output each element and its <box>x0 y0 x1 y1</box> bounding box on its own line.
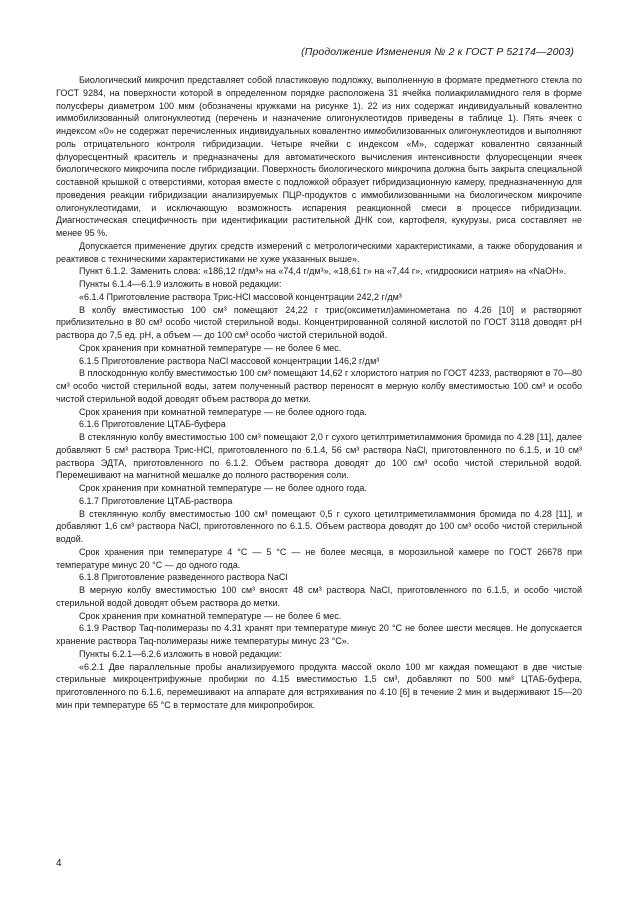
paragraph: «6.2.1 Две параллельные пробы анализируемого продукта массой около 100 мг каждая помещают в две чистые стерильные микроцентрифужные пробирки по 4.15 вместимостью 1,5 см³, добавляют по 500 мм³ ЦТАБ-буфера, приготовленного по 6.1.6, перемешивают на аппарате для встряхивания по 4.10 [6] в течение 2 мин и выдерживают 15—20 мин при температуре 65 °С в термостате для микропробирок. <box>56 661 582 710</box>
paragraph: Пункты 6.2.1—6.2.6 изложить в новой редакции: <box>79 648 282 659</box>
page-header: (Продолжение Изменения № 2 к ГОСТ Р 52174—2003) <box>301 46 574 58</box>
paragraph: В колбу вместимостью 100 см³ помещают 24,22 г трис(оксиметил)аминометана по 4.26 [10] и растворяют приблизительно в 80 см³ особо чистой стерильной воды. Концентрированной соляной кислотой по ГОСТ 3118 доводят pH раствора до 7,5 ед. pH, а объем — до 100 см³ особо чистой стерильной водой. <box>56 304 582 340</box>
document-body <box>56 74 582 712</box>
paragraph: В стеклянную колбу вместимостью 100 см³ помещают 0,5 г сухого цетилтриметиламмония бромида по 4.28 [11], и добавляют 1,6 см³ раствора NaCl, приготовленного по 6.1.5. Объем раствора доводят до 100 см³ особо чистой стерильной водой. <box>56 508 582 544</box>
paragraph: Биологический микрочип представляет собой пластиковую подложку, выполненную в формате предметного стекла по ГОСТ 9284, на поверхности которой в определенном порядке расположена 31 ячейка полиакриламидного геля в форме полусферы диаметром 100 мкм (обозначены кружками на рисунке 1). 22 из них содержат индивидуальный ковалентно иммобилизованный олигонуклеотид (перечень и назначение олигонуклеотидов приведены в таблице 1). Пять ячеек с индексом «0» не содержат перечисленных индивидуальных ковалентно иммобилизованных олигонуклеотидов и выполняют роль отрицательного контроля гибридизации. Четыре ячейки с индексом «М», содержат ковалентно связанный флуоресцентный краситель и предназначены для автоматического вычисления интенсивности флуоресценции ячеек биологического микрочипа после гибридизации. Поверхность биологического микрочипа должна быть закрыта специальной составной крышкой с отверстиями, которая вместе с подложкой образует гибридизационную камеру, предназначенную для проведения реакции гибридизации анализируемых ПЦР-продуктов с иммобилизованными на биологическом микрочипе олигонуклеотидами, и исключающую возможность испарения реакционной смеси в процессе гибридизации. Диагностическая специфичность при идентификации растительной ДНК сои, картофеля, кукурузы, риса составляет не менее 95 %. <box>56 75 582 238</box>
paragraph: 6.1.7 Приготовление ЦТАБ-раствора <box>79 495 233 506</box>
paragraph: Срок хранения при температуре 4 °С — 5 °С — не более месяца, в морозильной камере по ГОСТ 26678 при температуре минус 20 °С — до одного года. <box>56 546 582 570</box>
page-number: 4 <box>56 858 62 869</box>
paragraph: Срок хранения при комнатной температуре — не более 6 мес. <box>79 342 342 353</box>
paragraph: 6.1.5 Приготовление раствора NaCl массовой концентрации 146,2 г/дм³ <box>79 355 380 366</box>
paragraph: Срок хранения при комнатной температуре — не более 6 мес. <box>79 610 342 621</box>
paragraph: В плоскодонную колбу вместимостью 100 см³ помещают 14,62 г хлористого натрия по ГОСТ 4233, растворяют в 70—80 см³ особо чистой стерильной воды, затем полученный раствор переносят в мерную колбу вместимостью 100 см³ и особо чистой стерильной водой доводят объем раствора до метки. <box>56 368 582 404</box>
paragraph: Пункт 6.1.2. Заменить слова: «186,12 г/дм³» на «74,4 г/дм³», «18,61 г» на «7,44 г», «гидроокиси натрия» на «NaOH». <box>79 266 567 277</box>
paragraph: 6.1.8 Приготовление разведенного раствора NaCl <box>79 572 288 583</box>
paragraph: 6.1.6 Приготовление ЦТАБ-буфера <box>79 419 226 430</box>
paragraph: В стеклянную колбу вместимостью 100 см³ помещают 2,0 г сухого цетилтриметиламмония бромида по 4.28 [11], далее добавляют 5 см³ раствора Трис-HCl, приготовленного по 6.1.4, 56 см³ раствора NaCl, приготовленного по 6.1.5, и 10 см³ раствора ЭДТА, приготовленного по 6.1.2. Объем раствора доводят до 100 см³ особо чистой стерильной водой. Перемешивают на магнитной мешалке до полного растворения соли. <box>56 432 582 481</box>
paragraph: В мерную колбу вместимостью 100 см³ вносят 48 см³ раствора NaCl, приготовленного по 6.1.5, и особо чистой стерильной водой доводят объем раствора до метки. <box>56 585 582 608</box>
paragraph: Допускается применение других средств измерений с метрологическими характеристиками, а также оборудования и реактивов с техническими характеристиками не хуже указанных выше». <box>56 240 582 264</box>
paragraph: Срок хранения при комнатной температуре — не более одного года. <box>79 483 367 493</box>
paragraph: Срок хранения при комнатной температуре — не более одного года. <box>79 406 367 417</box>
paragraph: Пункты 6.1.4—6.1.9 изложить в новой редакции: <box>79 279 282 289</box>
paragraph: «6.1.4 Приготовление раствора Трис-HCl массовой концентрации 242,2 г/дм³ <box>79 291 402 302</box>
paragraph: 6.1.9 Раствор Taq-полимеразы по 4.31 хранят при температуре минус 20 °С не более шести месяцев. Не допускается хранение раствора Taq-полимеразы ниже температуры минус 23 °С». <box>56 623 582 646</box>
